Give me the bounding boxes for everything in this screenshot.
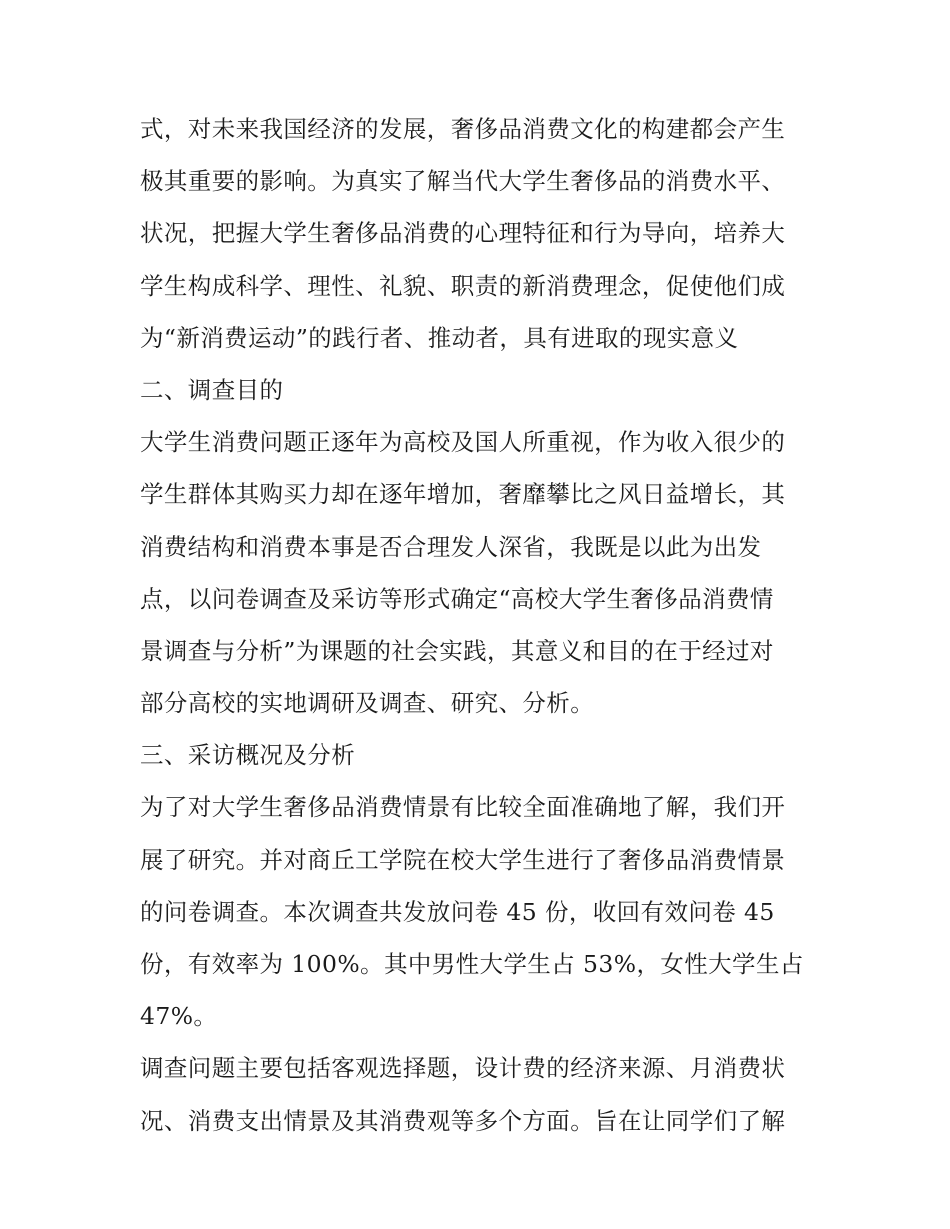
paragraph-line: 调查问题主要包括客观选择题，设计费的经济来源、月消费状 [140,1054,786,1083]
document-body [140,103,820,1147]
paragraph-line: 的问卷调查。本次调查共发放问卷 45 份，收回有效问卷 45 [140,897,775,926]
paragraph-line: 极其重要的影响。为真实了解当代大学生奢侈品的消费水平、 [140,167,786,196]
paragraph-line: 47%。 [140,1002,218,1031]
paragraph-line: 消费结构和消费本事是否合理发人深省，我既是以此为出发 [140,532,762,561]
section-heading-survey-purpose: 二、调查目的 [140,375,284,404]
paragraph-line: 点，以问卷调查及采访等形式确定“高校大学生奢侈品消费情 [140,584,774,613]
paragraph-line: 展了研究。并对商丘工学院在校大学生进行了奢侈品消费情景 [140,845,786,874]
paragraph-line: 式，对未来我国经济的发展，奢侈品消费文化的构建都会产生 [140,115,786,143]
section-heading-interview-overview: 三、采访概况及分析 [140,741,356,770]
paragraph-line: 状况，把握大学生奢侈品消费的心理特征和行为导向，培养大 [140,219,786,248]
paragraph-line: 份，有效率为 100%。其中男性大学生占 53%，女性大学生占 [140,950,804,978]
paragraph-line: 大学生消费问题正逐年为高校及国人所重视，作为收入很少的 [140,428,786,457]
paragraph-line: 况、消费支出情景及其消费观等多个方面。旨在让同学们了解 [140,1106,786,1135]
paragraph-line: 景调查与分析”为课题的社会实践，其意义和目的在于经过对 [140,636,774,665]
paragraph-line: 学生群体其购买力却在逐年增加，奢靡攀比之风日益增长，其 [140,480,786,509]
paragraph-line: 为了对大学生奢侈品消费情景有比较全面准确地了解，我们开 [140,793,786,822]
paragraph-line: 学生构成科学、理性、礼貌、职责的新消费理念，促使他们成 [140,271,786,300]
paragraph-line: 部分高校的实地调研及调查、研究、分析。 [140,689,595,718]
paragraph-line: 为“新消费运动”的践行者、推动者，具有进取的现实意义 [140,323,739,352]
